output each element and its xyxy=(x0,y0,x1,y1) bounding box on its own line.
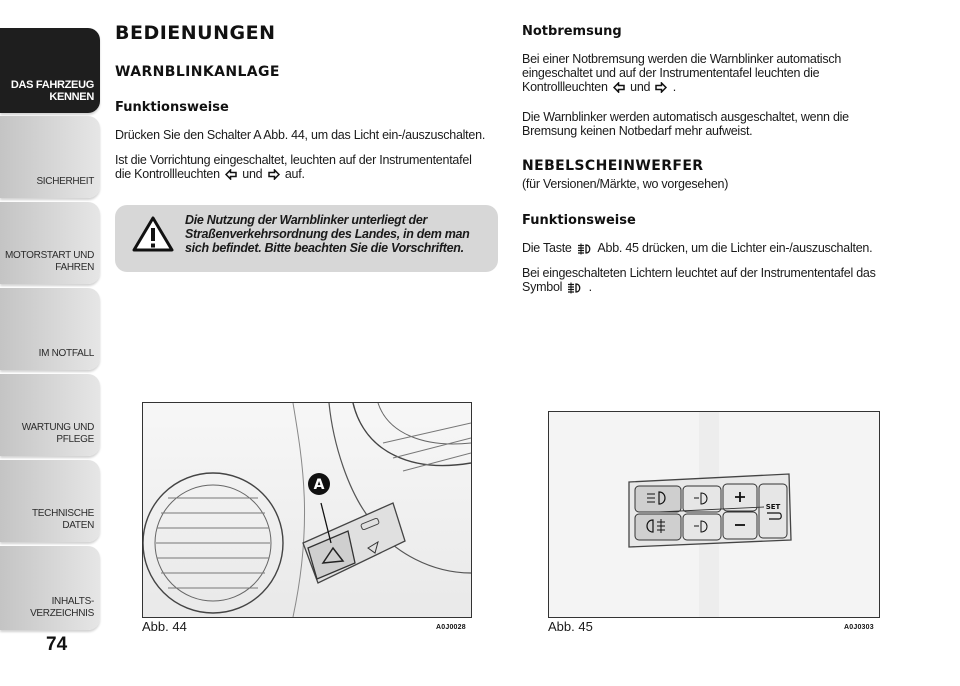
turn-right-arrow-icon xyxy=(268,169,280,180)
text-die-taste: Die Taste xyxy=(522,241,572,255)
warning-box xyxy=(115,205,498,272)
turn-left-arrow-icon xyxy=(225,169,237,180)
text-kontrollleuchten: die Kontrollleuchten xyxy=(115,167,220,181)
warning-triangle-icon xyxy=(131,215,175,253)
tab-technische-daten[interactable] xyxy=(0,460,100,542)
text-symbol: Symbol xyxy=(522,280,563,294)
subsection-title-funktionsweise-2: Funktionsweise xyxy=(522,213,636,228)
figure-44-code: A0J0028 xyxy=(436,624,466,631)
text-period: . xyxy=(588,280,592,294)
text-auf: auf. xyxy=(284,167,305,181)
subsection-title-funktionsweise: Funktionsweise xyxy=(115,100,229,115)
figure-45-fog-light-switch xyxy=(548,411,880,618)
paragraph-vorrichtung-line1: Ist die Vorrichtung eingeschaltet, leuchten auf der Instrumententafel xyxy=(115,153,472,167)
paragraph-vorrichtung-line2 xyxy=(115,167,505,181)
paragraph-eingeschaltet-line1: Bei eingeschalteten Lichtern leuchtet auf der Instrumententafel das xyxy=(522,266,876,280)
section-heading-warnblinkanlage: WARNBLINKANLAGE xyxy=(115,64,280,80)
nebel-availability-note: (für Versionen/Märkte, wo vorgesehen) xyxy=(522,177,729,191)
paragraph-eingeschaltet-line2 xyxy=(522,280,952,294)
page-number: 74 xyxy=(46,634,68,655)
callout-label-a: A xyxy=(313,477,325,493)
tab-label: DAS FAHRZEUG KENNEN xyxy=(10,79,94,103)
paragraph-schalter: Drücken Sie den Schalter A Abb. 44, um das Licht ein-/auszuschalten. xyxy=(115,128,486,142)
text-und: und xyxy=(630,80,651,94)
tab-wartung-und-pflege[interactable] xyxy=(0,374,100,456)
text-kontrollleuchten: Kontrollleuchten xyxy=(522,80,608,94)
section-heading-nebelscheinwerfer: NEBELSCHEINWERFER xyxy=(522,158,704,174)
tab-das-fahrzeug-kennen[interactable] xyxy=(0,28,100,113)
paragraph-notbremsung-line1: Bei einer Notbremsung werden die Warnblinker automatisch xyxy=(522,52,842,66)
tab-inhaltsverzeichnis[interactable] xyxy=(0,546,100,630)
text-abb45-druecken: Abb. 45 drücken, um die Lichter ein-/auszuschalten. xyxy=(597,241,873,255)
figure-44-caption: Abb. 44 xyxy=(142,619,187,634)
tab-sicherheit[interactable] xyxy=(0,116,100,198)
text-und: und xyxy=(242,167,263,181)
paragraph-taste xyxy=(522,241,952,255)
page-heading: BEDIENUNGEN xyxy=(115,22,276,44)
figure-45-caption: Abb. 45 xyxy=(548,619,593,634)
paragraph-ausgeschaltet-line1: Die Warnblinker werden automatisch ausgeschaltet, wenn die xyxy=(522,110,849,124)
paragraph-notbremsung-line3 xyxy=(522,80,942,94)
tab-label: MOTORSTART UND FAHREN xyxy=(5,250,94,273)
paragraph-notbremsung-line2: eingeschaltet und auf der Instrumententafel leuchten die xyxy=(522,66,820,80)
tab-label: SICHERHEIT xyxy=(36,176,94,187)
paragraph-ausgeschaltet-line2: Bremsung keinen Notbedarf mehr aufweist. xyxy=(522,124,753,138)
turn-left-arrow-icon xyxy=(613,82,625,93)
tab-label: WARTUNG UND PFLEGE xyxy=(21,422,94,445)
fog-light-icon xyxy=(577,243,593,255)
fog-light-panel-illustration xyxy=(549,412,879,617)
tab-motorstart-und-fahren[interactable] xyxy=(0,202,100,284)
hazard-switch-illustration xyxy=(143,403,471,617)
set-label: SET xyxy=(765,503,781,511)
figure-44-hazard-switch xyxy=(142,402,472,618)
warning-text: Die Nutzung der Warnblinker unterliegt der Straßenverkehrsordnung des Landes, in dem man sich befindet. Bitte beachten Sie die Vorschriften. xyxy=(185,213,470,255)
figure-45-code: A0J0303 xyxy=(844,624,874,631)
tab-label: TECHNISCHE DATEN xyxy=(31,508,94,531)
turn-right-arrow-icon xyxy=(655,82,667,93)
tab-label: IM NOTFALL xyxy=(38,348,94,359)
fog-light-icon xyxy=(567,282,583,294)
subsection-title-notbremsung: Notbremsung xyxy=(522,24,622,39)
text-period: . xyxy=(672,80,676,94)
tab-im-notfall[interactable] xyxy=(0,288,100,370)
tab-label: INHALTS- VERZEICHNIS xyxy=(30,596,94,619)
